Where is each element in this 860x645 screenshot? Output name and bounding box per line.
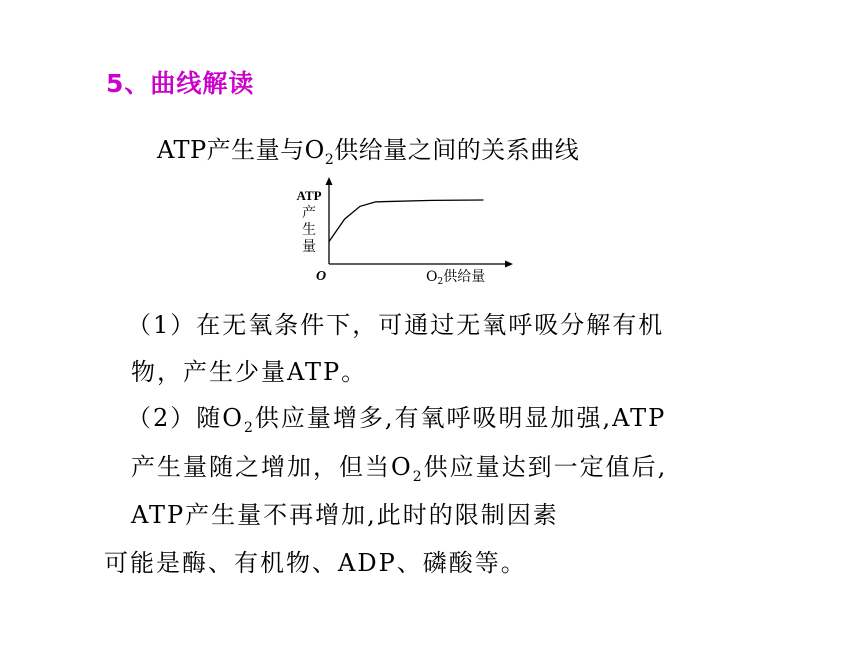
figure-title-part1: ATP产生量与O xyxy=(157,136,325,164)
y-axis-arrow xyxy=(326,177,333,185)
p2-line2-b: 供应量达到一定值后, xyxy=(423,453,668,481)
x-axis-label-base: O xyxy=(426,269,438,285)
p2-line1-sub: 2 xyxy=(243,419,255,436)
p2-line1-a: （2）随O xyxy=(127,404,244,432)
origin-label: O xyxy=(315,269,327,284)
p2-line2-sub: 2 xyxy=(412,468,424,485)
x-axis-label-rest: 供给量 xyxy=(443,269,486,285)
paragraph-2-line-2 xyxy=(131,447,667,485)
atp-curve xyxy=(329,200,484,242)
y-axis-label-1: ATP xyxy=(296,188,322,203)
x-axis-arrow xyxy=(505,261,513,268)
y-axis-label-2: 产 xyxy=(302,205,316,221)
paragraph-2-line-1 xyxy=(127,398,666,436)
paragraph-2-line-4: 可能是酶、有机物、ADP、磷酸等。 xyxy=(104,549,527,577)
p2-line2-a: 产生量随之增加，但当O xyxy=(131,453,413,481)
paragraph-1-line-1: （1）在无氧条件下，可通过无氧呼吸分解有机 xyxy=(127,311,665,339)
figure-title xyxy=(157,130,579,168)
x-axis-label-sub: 2 xyxy=(437,277,444,286)
y-axis-label-3: 生 xyxy=(302,222,316,238)
paragraph-1-line-2: 物，产生少量ATP。 xyxy=(131,358,368,386)
figure-title-part2: 供给量之间的关系曲线 xyxy=(334,136,580,164)
y-axis-label-4: 量 xyxy=(302,239,316,255)
section-heading: 5、曲线解读 xyxy=(106,69,255,98)
paragraph-2-line-3: ATP产生量不再增加,此时的限制因素 xyxy=(131,501,559,529)
x-axis-label xyxy=(426,269,485,286)
figure-title-subscript: 2 xyxy=(324,151,335,168)
atp-o2-chart xyxy=(284,176,514,286)
p2-line1-b: 供应量增多,有氧呼吸明显加强,ATP xyxy=(254,404,667,432)
